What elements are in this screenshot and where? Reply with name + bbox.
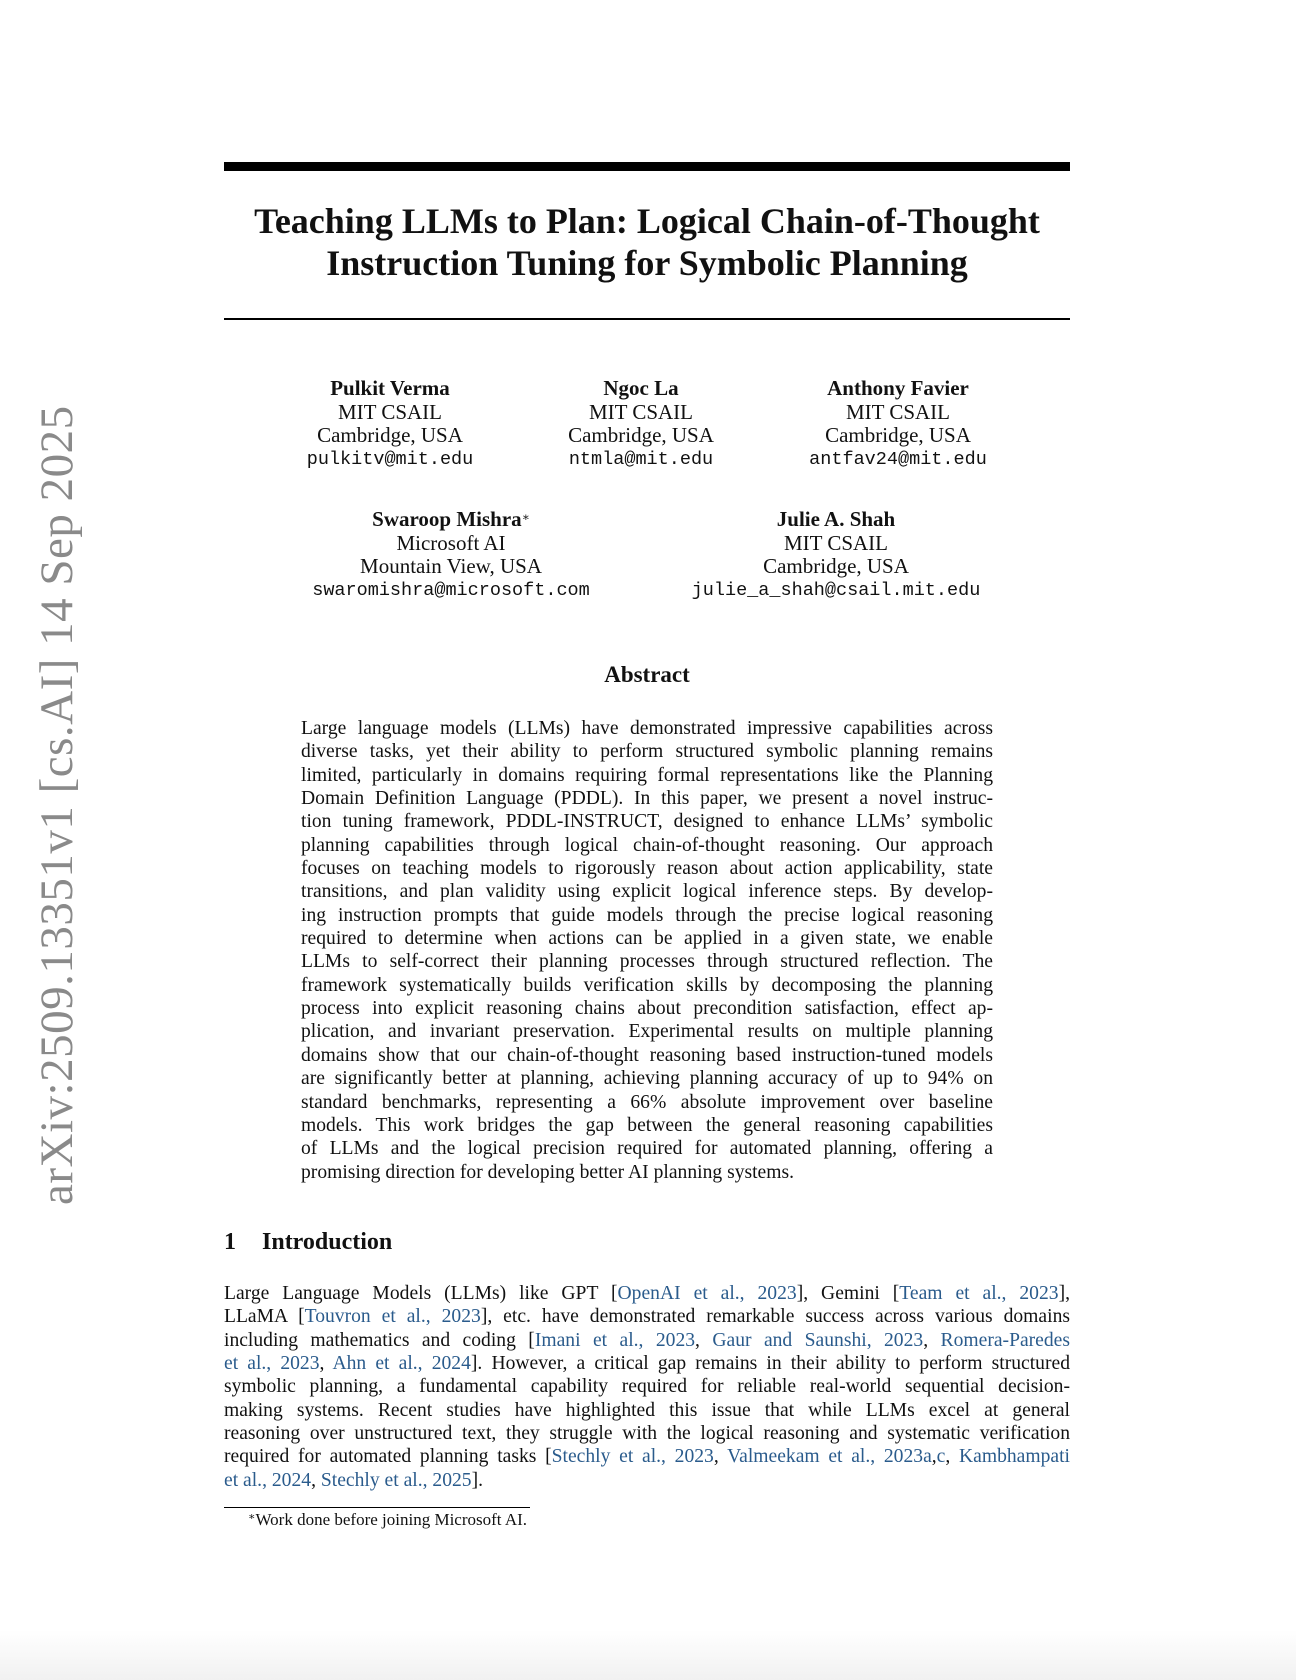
author-affiliation: MIT CSAIL [845,399,951,424]
author-email[interactable]: swaromishra@microsoft.com [312,579,590,601]
abstract-line: diverse tasks, yet their ability to perform structured symbolic planning remains [301,741,993,763]
intro-line [224,1399,1070,1422]
intro-text: symbolic planning, a fundamental capability required for reliable real-world sequential decision- [224,1376,1070,1398]
author-name: Julie A. Shah [776,507,896,531]
intro-line [224,1445,1070,1468]
abstract-line: framework systematically builds verification skills by decomposing the planning [301,974,993,996]
title-top-rule [224,162,1070,171]
author-name: Pulkit Verma [330,376,450,400]
title-line: Instruction Tuning for Symbolic Planning [326,243,968,283]
author-affiliation: Microsoft AI [396,530,506,555]
arxiv-stamp: arXiv:2509.13351v1 [cs.AI] 14 Sep 2025 [31,405,83,1205]
author-location: Cambridge, USA [825,423,971,447]
intro-text: ], [1058,1283,1070,1304]
abstract-line: planning capabilities through logical chain-of-thought reasoning. Our approach [301,834,993,856]
footnote-text: Work done before joining Microsoft AI. [255,1510,528,1529]
abstract-line: LLMs to self-correct their planning processes through structured reflection. The [301,951,993,973]
title-bottom-rule [224,318,1070,320]
abstract-line: plication, and invariant preservation. Experimental results on multiple planning [301,1021,993,1043]
footnote-marker[interactable]: ∗ [521,510,530,524]
citation-link[interactable]: Gaur and Saunshi, 2023 [712,1329,924,1351]
abstract-line: limited, particularly in domains requiring formal representations like the Planning [301,764,993,786]
author-block [551,377,731,471]
author-location: Cambridge, USA [568,423,714,447]
author-affiliation: MIT CSAIL [588,399,694,424]
author-block [301,508,601,602]
intro-text: required for automated planning tasks [ [224,1446,552,1468]
citation-link[interactable]: et al., 2023 [224,1353,320,1375]
intro-line [224,1375,1070,1398]
page-bottom-shade [0,1630,1296,1680]
abstract-line: of LLMs and the logical precision required for automated planning, offering a [301,1138,993,1160]
footnote [248,1510,527,1530]
abstract-line: are significantly better at planning, achieving planning accuracy of up to 94% on [301,1068,993,1090]
intro-text: , [311,1469,321,1491]
author-block [798,377,998,471]
citation-link[interactable]: Valmeekam et al., 2023a [727,1446,932,1468]
intro-text: , [923,1329,941,1351]
abstract-line: Large language models (LLMs) have demonstrated impressive capabilities across [301,718,993,739]
intro-text: making systems. Recent studies have highlighted this issue that while LLMs excel at general [224,1399,1070,1421]
author-location: Mountain View, USA [360,554,542,578]
title-line: Teaching LLMs to Plan: Logical Chain-of-Thought [254,201,1040,241]
abstract-line: models. This work bridges the gap between the general reasoning capabilities [301,1114,993,1136]
citation-link[interactable]: c [936,1446,946,1468]
intro-text: , [945,1446,959,1468]
abstract-line: focuses on teaching models to rigorously reason about action applicability, state [301,858,993,880]
intro-line [224,1305,1070,1328]
citation-link[interactable]: Ahn et al., 2024 [332,1353,471,1375]
author-name: Ngoc La [603,376,679,400]
abstract-line: standard benchmarks, representing a 66% absolute improvement over baseline [301,1091,993,1113]
intro-text: , [319,1353,333,1375]
abstract-line: tion tuning framework, PDDL-INSTRUCT, designed to enhance LLMs’ symbolic [301,811,993,833]
abstract-body [301,717,993,1184]
paper-title [224,200,1070,284]
intro-line [224,1352,1070,1375]
section-number: 1 [224,1229,236,1255]
intro-line [224,1422,1070,1445]
author-name: Swaroop Mishra [372,507,522,531]
intro-text: ], Gemini [ [796,1283,900,1304]
author-affiliation: MIT CSAIL [337,399,443,424]
intro-text: ], etc. have demonstrated remarkable success across various domains [480,1306,1070,1328]
author-location: Cambridge, USA [763,554,909,578]
abstract-line: process into explicit reasoning chains about precondition satisfaction, effect ap- [301,998,993,1020]
abstract-line: Domain Definition Language (PDDL). In this paper, we present a novel instruc- [301,788,993,810]
author-location: Cambridge, USA [317,423,463,447]
citation-link[interactable]: Team et al., 2023 [899,1283,1059,1304]
intro-text: Large Language Models (LLMs) like GPT [ [224,1283,618,1304]
intro-text: ]. However, a critical gap remains in their ability to perform structured [470,1353,1070,1375]
intro-text: , [713,1446,728,1468]
author-name-with-mark [301,508,601,532]
introduction-body [224,1282,1070,1492]
citation-link[interactable]: Stechly et al., 2025 [320,1469,472,1491]
intro-line [224,1329,1070,1352]
section-heading [224,1229,392,1256]
intro-text: , [695,1329,713,1351]
abstract-line: ing instruction prompts that guide models through the precise logical reasoning [301,904,993,926]
intro-text: including mathematics and coding [ [224,1329,535,1351]
abstract-line: promising direction for developing better AI planning systems. [301,1161,795,1183]
section-title: Introduction [262,1229,393,1255]
author-email[interactable]: antfav24@mit.edu [809,448,987,470]
author-name: Anthony Favier [827,376,969,400]
footnote-marker: ∗ [248,1511,256,1523]
abstract-line: domains show that our chain-of-thought reasoning based instruction-tuned models [301,1044,993,1066]
author-email[interactable]: ntmla@mit.edu [568,448,714,470]
author-affiliation: MIT CSAIL [783,530,889,555]
intro-text: ]. [471,1469,484,1491]
citation-link[interactable]: Romera-Paredes [940,1329,1070,1351]
author-email[interactable]: pulkitv@mit.edu [306,448,474,470]
abstract-heading: Abstract [604,662,690,687]
citation-link[interactable]: OpenAI et al., 2023 [617,1283,797,1304]
author-block [300,377,480,471]
citation-link[interactable]: Stechly et al., 2023 [551,1446,714,1468]
citation-link[interactable]: Kambhampati [959,1446,1070,1468]
footnote-rule [224,1507,530,1508]
citation-link[interactable]: Touvron et al., 2023 [304,1306,481,1328]
citation-link[interactable]: et al., 2024 [224,1469,312,1491]
citation-link[interactable]: Imani et al., 2023 [534,1329,696,1351]
intro-line [224,1469,1070,1492]
abstract-line: required to determine when actions can be applied in a given state, we enable [301,928,993,950]
author-email[interactable]: julie_a_shah@csail.mit.edu [691,579,981,601]
intro-text: , [931,1446,937,1468]
intro-line [224,1282,1070,1305]
author-block [680,508,992,602]
abstract-line: transitions, and plan validity using explicit logical inference steps. By develop- [301,881,993,903]
intro-text: LLaMA [ [224,1306,305,1328]
intro-text: reasoning over unstructured text, they struggle with the logical reasoning and systematic verification [224,1423,1070,1445]
